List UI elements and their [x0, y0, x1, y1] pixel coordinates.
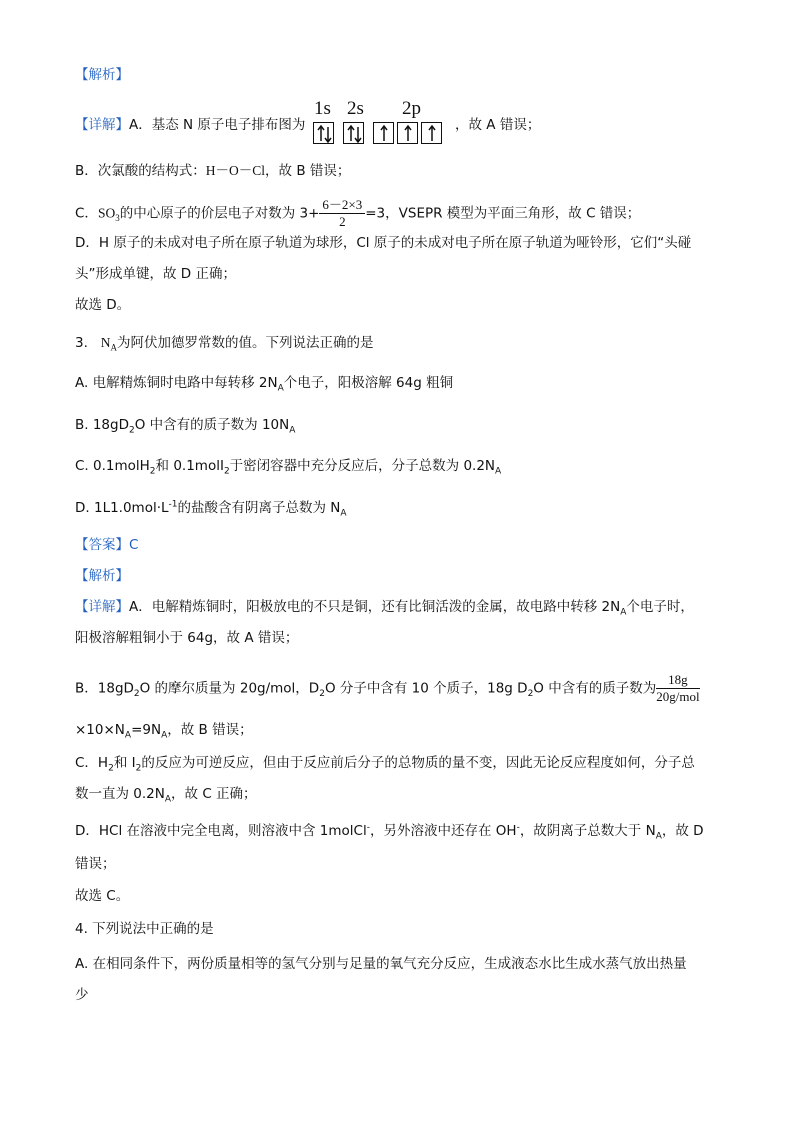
- fraction-vsepr: $\frac{6-2\times 3}{2}$: [319, 197, 365, 230]
- orbital-box-2p-3: [421, 122, 442, 144]
- q3-detail-b-line1: B．$18gD_2O$ 的摩尔质量为 20g/mol，$D_2O$ 分子中含有 10 个质子，18g $D_2O$ 中含有的质子数为 $\frac{18g}{\text{20g/mol}}$: [75, 672, 700, 704]
- q2-detail-d-line2: 头”形成单键，故 D 正确；: [75, 266, 236, 282]
- q2-a-prefix: A．基态 N 原子电子排布图为: [129, 117, 306, 133]
- q3-option-b: B. $18gD_2O$ 中含有的质子数为 $10N_A$: [75, 417, 296, 436]
- q2-detail-a: [75, 116, 305, 134]
- hclo-formula: H－O－Cl: [205, 163, 266, 178]
- q2-choose: 故选 D。: [75, 297, 131, 313]
- jiexi-label: 【解析】: [75, 67, 129, 83]
- q2-detail-b: B．次氯酸的结构式：H－O－Cl，故 B 错误；: [75, 163, 351, 179]
- q3-detail-d-line2: 错误；: [75, 856, 116, 872]
- orbital-box-2s: [343, 122, 364, 144]
- q3-detail-b-line2: $\times 10\times N_A=9N_A$，故 B 错误；: [75, 722, 253, 741]
- q2-detail-c: C．$SO_3$的中心原子的价层电子对数为 3+ $\frac{6-2\times 3}{2}$ =3，VSEPR 模型为平面三角形，故 C 错误；: [75, 197, 641, 229]
- q3-answer: 【答案】C: [75, 537, 139, 553]
- q3-detail-a-line2: 阳极溶解粗铜小于 64g，故 A 错误；: [75, 630, 299, 646]
- q3-detail-a-line1: 【详解】A．电解精炼铜时，阳极放电的不只是铜，还有比铜活泼的金属，故电路中转移 $2N_A$个电子时，: [75, 599, 694, 618]
- q2-detail-d-line1: D．H 原子的未成对电子所在原子轨道为球形，Cl 原子的未成对电子所在原子轨道为哑铃形，它们“头碰: [75, 235, 692, 251]
- q4-option-a-line2: 少: [75, 987, 89, 1003]
- q2-a-suffix: ，故 A 错误；: [455, 117, 541, 133]
- orbital-box-1s: [313, 122, 334, 144]
- q4-option-a-line1: A. 在相同条件下，两份质量相等的氢气分别与足量的氧气充分反应，生成液态水比生成水蒸气放出热量: [75, 956, 687, 972]
- q3-detail-c-line1: C．$H_2$和 $I_2$的反应为可逆反应，但由于反应前后分子的总物质的量不变，因此无论反应程度如何，分子总: [75, 755, 695, 774]
- q3-detail-d-line1: D．HCl 在溶液中完全电离，则溶液中含 1molCl-，另外溶液中还存在 OH-，故阴离子总数大于 $N_A$，故 D: [75, 822, 704, 842]
- q3-jiexi: 【解析】: [75, 568, 129, 584]
- q3-choose: 故选 C。: [75, 888, 130, 904]
- q3-option-d: D. $1L1.0mol\cdot L^{-1}$的盐酸含有阴离子总数为 $N_A$: [75, 499, 347, 519]
- q3-detail-c-line2: 数一直为 $0.2N_A$，故 C 正确；: [75, 786, 257, 805]
- orbital-label-1s: 1s: [314, 98, 331, 119]
- orbital-label-2p: 2p: [402, 98, 421, 119]
- q4-stem: 4. 下列说法中正确的是: [75, 921, 214, 937]
- orbital-box-2p-1: [373, 122, 394, 144]
- q3-option-a: A. 电解精炼铜时电路中每转移 $2N_A$个电子，阳极溶解 64g 粗铜: [75, 375, 454, 394]
- q3-stem: 3. $N_A$为阿伏加德罗常数的值。下列说法正确的是: [75, 335, 374, 353]
- orbital-label-2s: 2s: [347, 98, 364, 119]
- detail-label: 【详解】: [75, 117, 129, 133]
- q3-option-c: C. 0.1molH$_2$和 0.1molI$_2$于密闭容器中充分反应后，分子总数为 $0.2N_A$: [75, 458, 502, 477]
- orbital-box-2p-2: [397, 122, 418, 144]
- fraction-protons: $\frac{18g}{\text{20g/mol}}$: [656, 672, 700, 704]
